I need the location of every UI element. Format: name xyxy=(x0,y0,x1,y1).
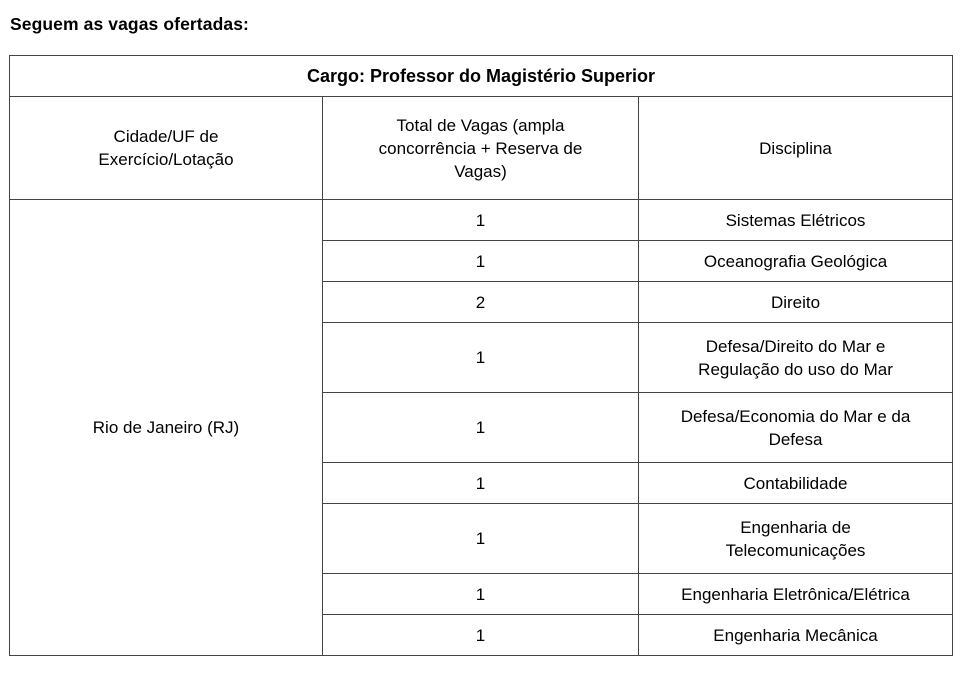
disciplina-cell xyxy=(639,504,953,574)
disciplina-cell xyxy=(639,241,953,282)
disciplina-cell xyxy=(639,200,953,241)
disciplina-text: Engenharia de Telecomunicações xyxy=(725,517,866,560)
city-cell: Rio de Janeiro (RJ) xyxy=(10,200,323,656)
disciplina-text: Engenharia Mecânica xyxy=(713,626,878,645)
vagas-cell: 1 xyxy=(323,393,639,463)
table-title: Cargo: Professor do Magistério Superior xyxy=(10,56,953,97)
vagas-cell: 1 xyxy=(323,504,639,574)
disciplina-text: Engenharia Eletrônica/Elétrica xyxy=(681,585,910,604)
disciplina-text: Defesa/Economia do Mar e da Defesa xyxy=(680,406,911,449)
disciplina-text: Sistemas Elétricos xyxy=(725,211,866,230)
vagas-cell: 1 xyxy=(323,200,639,241)
disciplina-text: Direito xyxy=(770,293,821,312)
table-row xyxy=(10,200,953,241)
column-header-total-vagas xyxy=(323,97,639,200)
column-header-disciplina xyxy=(639,97,953,200)
vagas-cell: 1 xyxy=(323,463,639,504)
vagas-cell: 2 xyxy=(323,282,639,323)
column-header-disciplina-label: Disciplina xyxy=(759,138,832,158)
disciplina-cell xyxy=(639,323,953,393)
disciplina-cell xyxy=(639,615,953,656)
vagas-cell: 1 xyxy=(323,615,639,656)
intro-text: Seguem as vagas ofertadas: xyxy=(10,14,249,34)
disciplina-cell xyxy=(639,574,953,615)
vagas-cell: 1 xyxy=(323,323,639,393)
disciplina-cell xyxy=(639,463,953,504)
table-title-row xyxy=(10,56,953,97)
table-header-row xyxy=(10,97,953,200)
disciplina-text: Oceanografia Geológica xyxy=(703,252,888,271)
vagas-cell: 1 xyxy=(323,241,639,282)
column-header-total-vagas-label: Total de Vagas (ampla concorrência + Reserva de Vagas) xyxy=(378,115,583,181)
vagas-table xyxy=(9,55,953,656)
disciplina-cell xyxy=(639,282,953,323)
disciplina-text: Defesa/Direito do Mar e Regulação do uso do Mar xyxy=(698,336,893,379)
column-header-cidade xyxy=(10,97,323,200)
column-header-cidade-label: Cidade/UF de Exercício/Lotação xyxy=(98,127,234,169)
disciplina-cell xyxy=(639,393,953,463)
disciplina-text: Contabilidade xyxy=(743,474,848,493)
vagas-cell: 1 xyxy=(323,574,639,615)
